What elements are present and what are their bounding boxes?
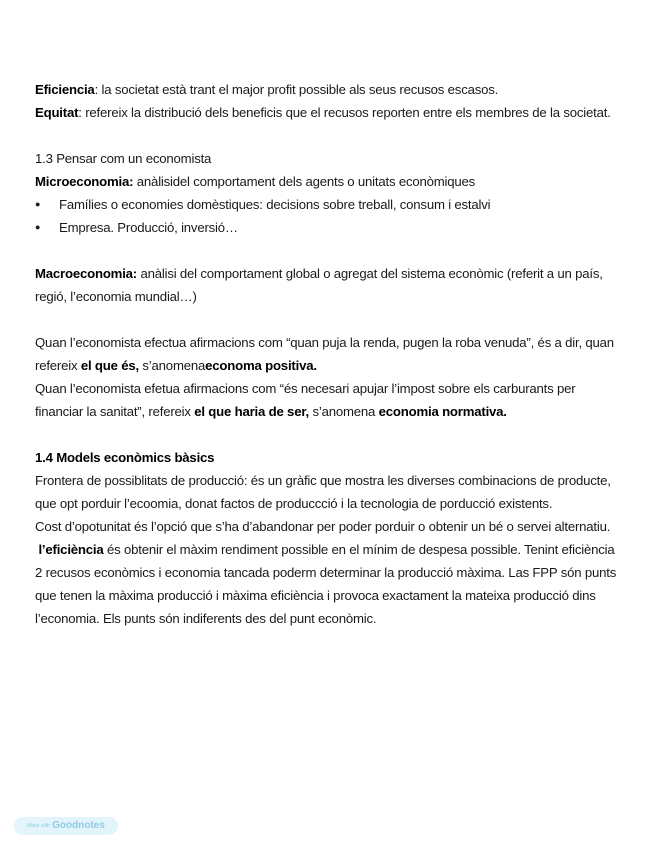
text-l-eficiencia: és obtenir el màxim rendiment possible en el mínim de despesa possible. Tenint eficiència 2 recusos econòmics i economia tancada poderm determinar la producció màxima. Las FPP són punts que tenen la màxima producció i màxima eficiència i provoca exactament la mateixa producció dins l’economia. Els punts són indiferents des del punt econòmic. xyxy=(35,542,617,626)
badge-goodnotes: Goodnotes xyxy=(52,820,105,831)
text-eficiencia: : la societat està trant el major profit possible als seus recusos escasos. xyxy=(94,82,499,97)
term-equitat: Equitat xyxy=(35,105,79,120)
term-eficiencia: Eficiencia xyxy=(35,82,95,97)
text-positiva-1: Quan l’economista efectua afirmacions com “quan puja la renda, pugen la roba venuda”, és a dir, quan refereix xyxy=(35,335,614,373)
term-macroeconomia: Macroeconomia: xyxy=(35,266,137,281)
paragraph-eficiencia xyxy=(35,78,621,101)
badge-made-with: Made with xyxy=(27,823,50,829)
paragraph-economia-normativa xyxy=(35,377,621,423)
term-l-eficiencia: l’eficiència xyxy=(38,542,104,557)
paragraph-microeconomia xyxy=(35,170,621,193)
paragraph-equitat xyxy=(35,101,621,124)
document-body xyxy=(35,78,621,630)
bold-el-que-haria-de-ser: el que haria de ser, xyxy=(194,404,309,419)
list-item: ● Empresa. Producció, inversió… xyxy=(35,216,621,239)
paragraph-cost-oportunitat: Cost d’opotunitat és l’opció que s’ha d’abandonar per poder porduir o obtenir un bé o servei alternatiu. xyxy=(35,519,611,534)
paragraph-eficiencia-2 xyxy=(35,538,621,630)
text-positiva-2: s’anomena xyxy=(138,358,206,373)
bullet-list xyxy=(35,193,621,239)
term-economia-positiva: economa positiva. xyxy=(205,358,317,373)
list-item: ● Famílies o economies domèstiques: decisions sobre treball, consum i estalvi xyxy=(35,193,621,216)
goodnotes-badge xyxy=(14,817,118,835)
section-title-1-4 xyxy=(35,446,621,469)
text-normativa-1: Quan l’economista efetua afirmacions com “és necesari apujar l’impost sobre els carburants per financiar la sanitat”, refereix xyxy=(35,381,576,419)
section-title-1-4-text: 1.4 Models econòmics bàsics xyxy=(35,450,215,465)
paragraph-frontera: Frontera de possiblitats de producció: és un gràfic que mostra les diverses combinacions de producte, que opt porduir l’ecoomia, donat factos de produccció i la tecnologia de porducció existents. xyxy=(35,473,611,511)
section-title-1-3: 1.3 Pensar com un economista xyxy=(35,151,212,166)
paragraph-macroeconomia xyxy=(35,262,621,308)
term-microeconomia: Microeconomia: xyxy=(35,174,134,189)
term-economia-normativa: economia normativa. xyxy=(378,404,507,419)
paragraph-economia-positiva xyxy=(35,331,621,377)
text-equitat: : refereix la distribució dels beneficis que el recusos reporten entre els membres de la societat. xyxy=(78,105,611,120)
text-normativa-2: s’anomena xyxy=(309,404,379,419)
text-microeconomia: anàlisidel comportament dels agents o unitats econòmiques xyxy=(133,174,476,189)
text-macroeconomia: anàlisi del comportament global o agregat del sistema econòmic (referit a un país, regió, l’economia mundial…) xyxy=(35,266,603,304)
bold-el-que-es: el que és, xyxy=(80,358,139,373)
